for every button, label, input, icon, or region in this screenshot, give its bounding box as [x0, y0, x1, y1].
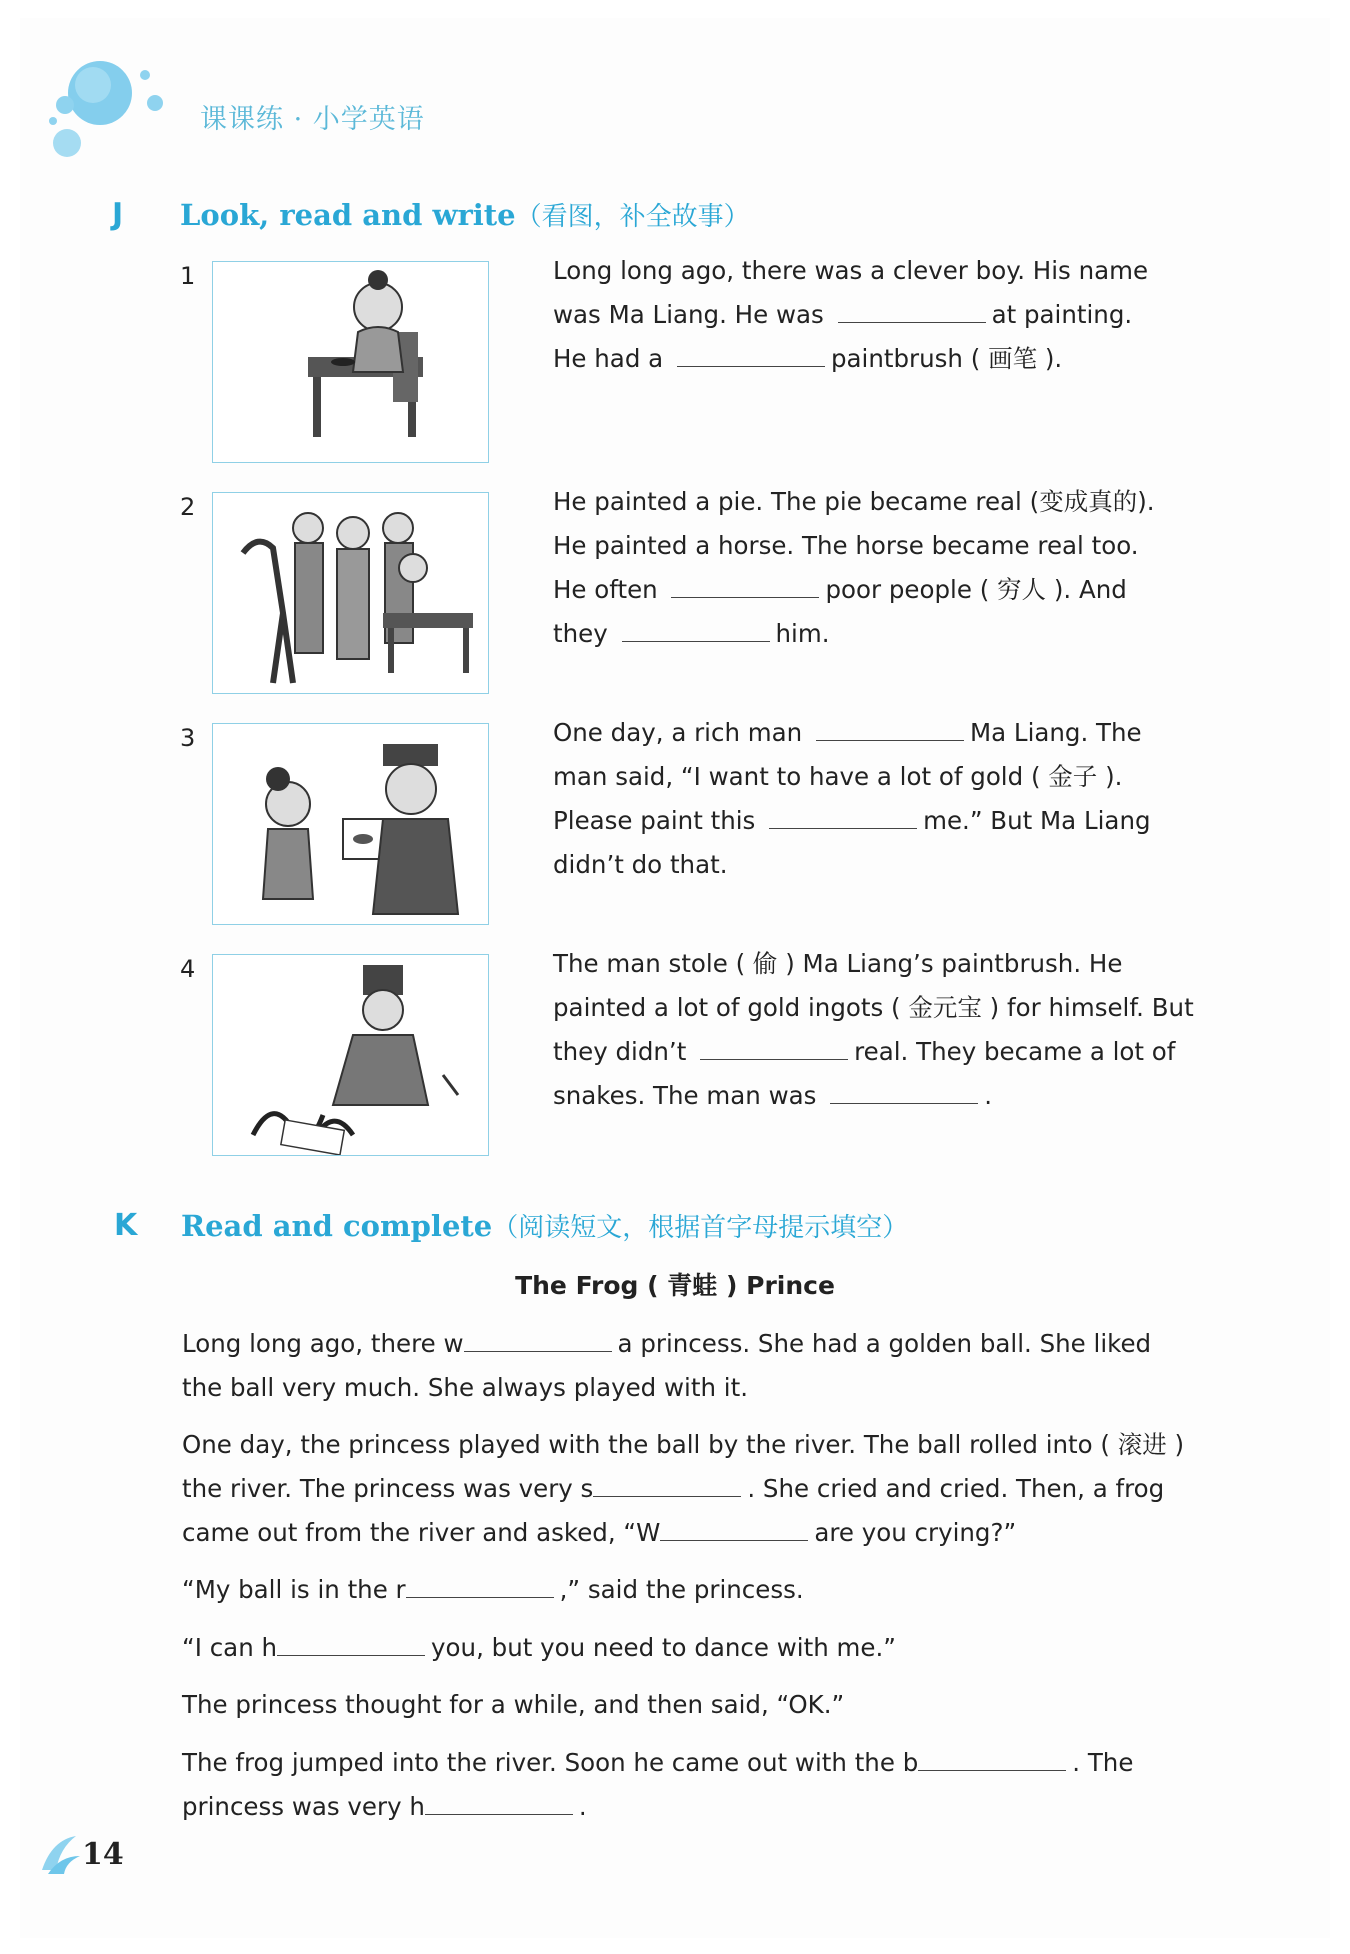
illustration-rich-man	[212, 723, 489, 925]
section-letter-j: J	[112, 197, 124, 232]
answer-blank[interactable]	[918, 1750, 1066, 1771]
k-paragraph-3: “My ball is in the r ,” said the princess.	[182, 1575, 804, 1604]
answer-blank[interactable]	[816, 720, 964, 741]
section-title-j-en: Look, read and write	[180, 198, 516, 232]
section-letter-k: K	[114, 1208, 138, 1243]
bubble-decoration-icon	[45, 55, 175, 165]
answer-blank[interactable]	[593, 1476, 741, 1497]
item-number: 2	[180, 493, 196, 521]
k-paragraph-2: One day, the princess played with the ball by the river. The ball rolled into ( 滚进 ) the river. The princess was very s . She cried and cried. Then, a frog came out from the river and asked, “W are you crying?”	[182, 1430, 1185, 1547]
section-title-k-en: Read and complete	[181, 1209, 493, 1243]
item-number: 4	[180, 955, 196, 983]
story-title: The Frog ( 青蛙 ) Prince	[515, 1271, 835, 1300]
k-paragraph-1: Long long ago, there w a princess. She had a golden ball. She liked the ball very much. She always played with it.	[182, 1329, 1152, 1402]
k-paragraph-5: The princess thought for a while, and then said, “OK.”	[182, 1690, 845, 1719]
answer-blank[interactable]	[425, 1794, 573, 1815]
answer-blank[interactable]	[660, 1520, 808, 1541]
section-title-j	[180, 196, 750, 233]
section-title-k	[181, 1207, 908, 1244]
illustration-boy-painting	[212, 261, 489, 463]
illustration-people-horse	[212, 492, 489, 694]
story-paragraph-2: He painted a pie. The pie became real (变成真的). He painted a horse. The horse became real too. He often poor people ( 穷人 ). And they him.	[553, 487, 1155, 648]
answer-blank[interactable]	[406, 1577, 554, 1598]
answer-blank[interactable]	[677, 346, 825, 367]
answer-blank[interactable]	[769, 808, 917, 829]
book-title: 课课练 · 小学英语	[200, 104, 425, 135]
illustration-snakes	[212, 954, 489, 1156]
answer-blank[interactable]	[277, 1635, 425, 1656]
answer-blank[interactable]	[830, 1083, 978, 1104]
k-paragraph-4: “I can h you, but you need to dance with me.”	[182, 1633, 896, 1662]
wave-decoration-icon	[38, 1830, 83, 1876]
item-number: 1	[180, 262, 196, 290]
k-paragraph-6: The frog jumped into the river. Soon he came out with the b . The princess was very h .	[182, 1748, 1134, 1821]
page-number: 14	[82, 1837, 124, 1872]
section-title-k-cn: （阅读短文，根据首字母提示填空）	[492, 1213, 909, 1243]
story-paragraph-4: The man stole ( 偷 ) Ma Liang’s paintbrush. He painted a lot of gold ingots ( 金元宝 ) for himself. But they didn’t real. They became a lot of snakes. The man was .	[553, 949, 1194, 1110]
answer-blank[interactable]	[464, 1331, 612, 1352]
story-paragraph-3: One day, a rich man Ma Liang. The man said, “I want to have a lot of gold ( 金子 ). Please paint this me.” But Ma Liang didn’t do that.	[553, 718, 1151, 879]
answer-blank[interactable]	[838, 302, 986, 323]
story-paragraph-1: Long long ago, there was a clever boy. His name was Ma Liang. He was at painting. He had a paintbrush ( 画笔 ).	[553, 256, 1149, 373]
answer-blank[interactable]	[622, 621, 770, 642]
answer-blank[interactable]	[671, 577, 819, 598]
item-number: 3	[180, 724, 196, 752]
answer-blank[interactable]	[700, 1039, 848, 1060]
section-title-j-cn: （看图，补全故事）	[515, 202, 750, 232]
